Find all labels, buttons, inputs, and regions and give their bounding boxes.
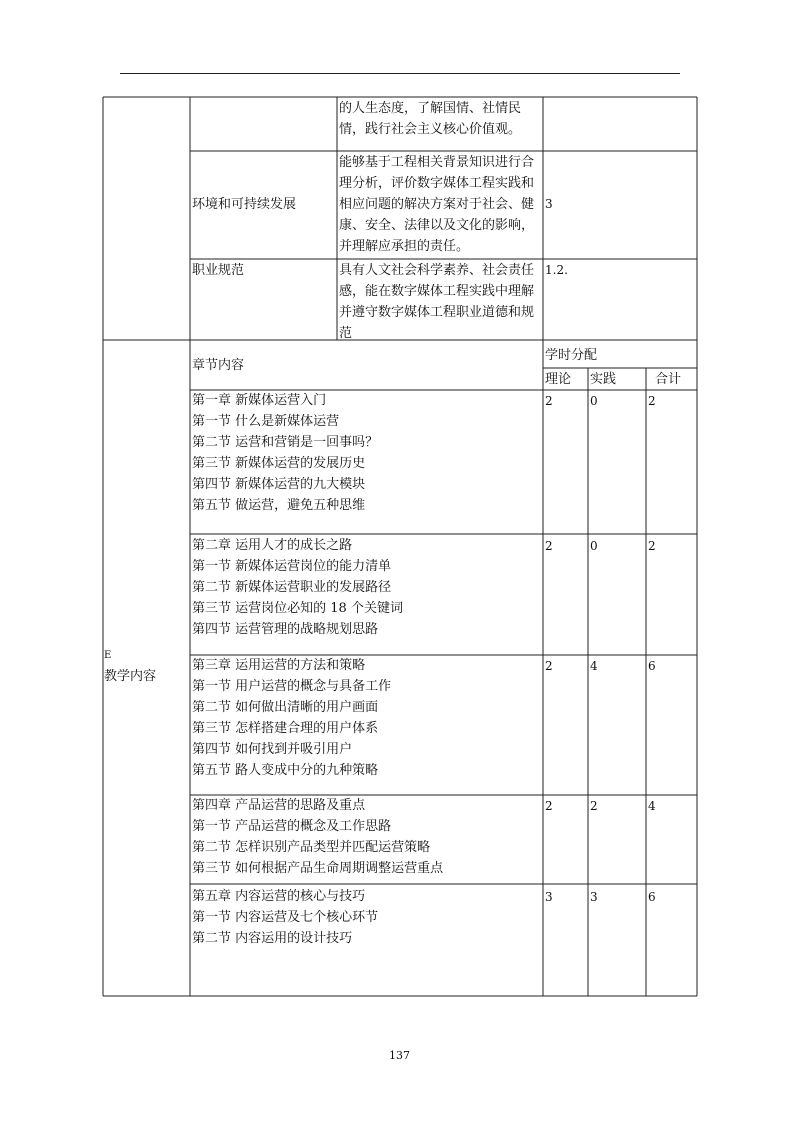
chapter-line: 第二章 运用人才的成长之路 [192,538,353,553]
section-line: 第二节 内容运用的设计技巧 [192,931,353,946]
chapter-line: 第四章 产品运营的思路及重点 [192,798,366,813]
chapter-1-practice: 0 [590,394,598,408]
chapter-2-theory: 2 [545,539,553,553]
header-total: 合计 [655,372,682,387]
category-cell-3: 职业规范 [192,263,245,278]
goal-cell-1: 的人生态度，了解国情、社情民情，践行社会主义核心价值观。 [339,101,522,137]
category-cell-2: 环境和可持续发展 [192,197,297,212]
section-line: 第二节 运营和营销是一回事吗？ [192,435,379,450]
support-cell-2: 3 [545,197,553,211]
chapter-3-total: 6 [648,659,656,673]
header-rule [120,73,680,74]
section-line: 第一节 产品运营的概念及工作思路 [192,819,392,834]
section-line: 第三节 运营岗位必知的 18 个关键词 [192,601,403,616]
section-line: 第四节 如何找到并吸引用户 [192,742,353,757]
chapter-3-content [192,655,391,781]
chapter-5-theory: 3 [545,890,553,904]
section-line: 第一节 什么是新媒体运营 [192,414,340,429]
chapter-5-practice: 3 [590,890,598,904]
section-line: 第二节 怎样识别产品类型并匹配运营策略 [192,840,431,855]
header-hours: 学时分配 [545,348,598,363]
chapter-1-theory: 2 [545,394,553,408]
chapter-4-content [192,795,443,879]
chapter-2-practice: 0 [590,539,598,553]
section-line: 第五节 路人变成中分的九种策略 [192,763,379,778]
support-cell-3: 1.2. [545,263,568,277]
header-practice: 实践 [590,372,617,387]
section-line: 第二节 如何做出清晰的用户画面 [192,700,379,715]
chapter-1-content [192,390,378,516]
chapter-line: 第三章 运用运营的方法和策略 [192,658,366,673]
chapter-3-theory: 2 [545,659,553,673]
chapter-line: 第五章 内容运营的核心与技巧 [192,889,366,904]
section-line: 第三节 如何根据产品生命周期调整运营重点 [192,861,444,876]
chapter-3-practice: 4 [590,659,598,673]
section-line: 第三节 怎样搭建合理的用户体系 [192,721,379,736]
chapter-4-theory: 2 [545,799,553,813]
chapter-2-content [192,535,403,640]
section-line: 第二节 新媒体运营职业的发展路径 [192,580,392,595]
header-content: 章节内容 [192,358,245,373]
section-line: 第三节 新媒体运营的发展历史 [192,456,366,471]
chapter-4-practice: 2 [590,799,598,813]
chapter-line: 第一章 新媒体运营入门 [192,393,327,408]
chapter-4-total: 4 [648,799,656,813]
chapter-2-total: 2 [648,539,656,553]
section-line: 第五节 做运营，避免五种思维 [192,498,366,513]
section-line: 第四节 运营管理的战略规划思路 [192,622,379,637]
chapter-5-content [192,886,378,949]
chapter-1-total: 2 [648,394,656,408]
goal-cell-3: 具有人文社会科学素养、社会责任感，能在数字媒体工程实践中理解并遵守数字媒体工程职业道德和规范 [339,263,535,341]
section-line: 第一节 用户运营的概念与具备工作 [192,679,392,694]
goal-cell-2: 能够基于工程相关背景知识进行合理分析，评价数字媒体工程实践和相应问题的解决方案对于社会、健康、安全、法律以及文化的影响，并理解应承担的责任。 [339,155,535,254]
section-name: 教学内容 [104,669,157,684]
section-code: E [104,650,112,661]
chapter-5-total: 6 [648,890,656,904]
header-theory: 理论 [545,372,572,387]
section-line: 第四节 新媒体运营的九大模块 [192,477,366,492]
section-line: 第一节 内容运营及七个核心环节 [192,910,379,925]
section-line: 第一节 新媒体运营岗位的能力清单 [192,559,392,574]
page-number: 137 [389,1049,410,1062]
